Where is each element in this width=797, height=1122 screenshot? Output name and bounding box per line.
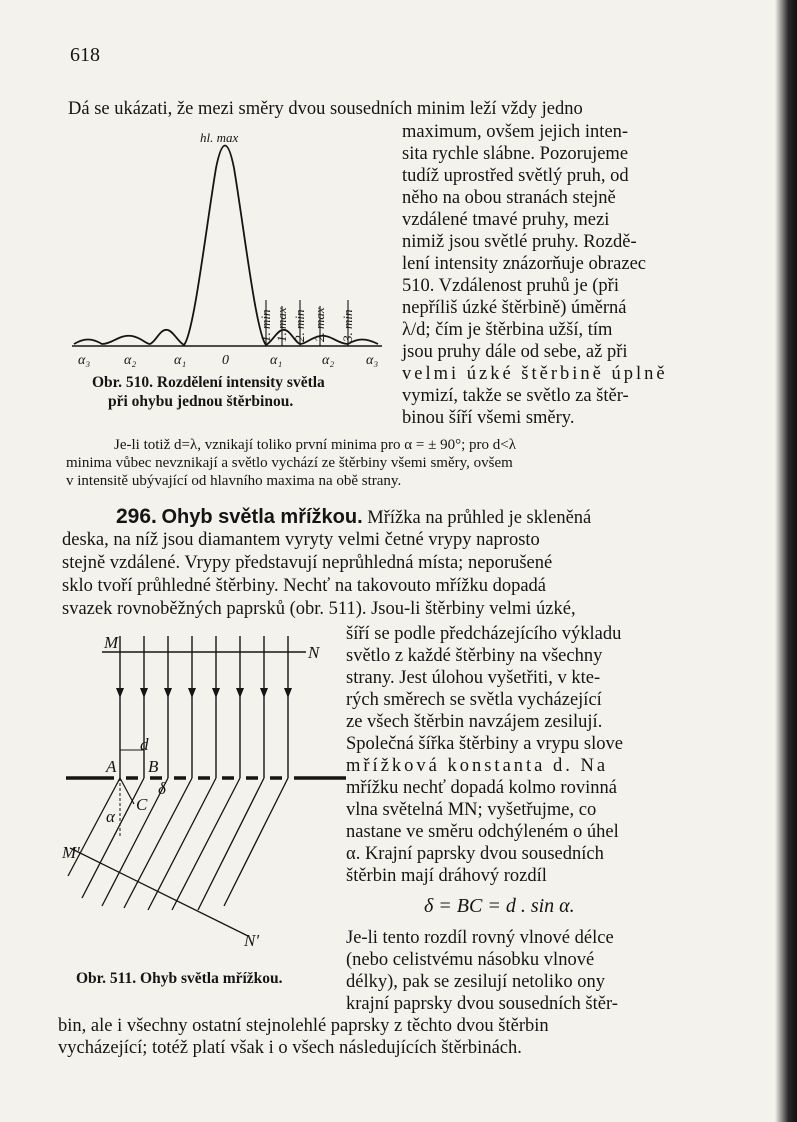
fig511-label: N': [244, 931, 259, 950]
text-line: sita rychle slábne. Pozorujeme: [402, 144, 629, 164]
segment-AC: [120, 778, 134, 804]
fig510-axis-label: α₃: [78, 353, 91, 368]
text-line: štěrbin mají dráhový rozdíl: [346, 866, 547, 886]
text-line: binou šíří všemi směry.: [402, 408, 575, 428]
text-line: Dá se ukázati, že mezi směry dvou sousedních minim leží vždy jedno: [68, 99, 583, 119]
incident-rays: [120, 636, 288, 778]
fig510-vlabel: 1. min: [258, 309, 273, 342]
small-text-line: minima vůbec nevznikají a světlo vychází ze štěrbiny všemi směry, ovšem: [66, 455, 513, 471]
fig510-axis-label: α₂: [322, 353, 335, 368]
fig510-axis-label: α₃: [366, 353, 379, 368]
fig510-axis-label: α₁: [174, 353, 187, 368]
fig510-vlabel: 2. min: [292, 309, 307, 342]
text-line: velmi úzké štěrbině úplně: [402, 364, 668, 384]
text-line: šíří se podle předcházejícího výkladu: [346, 624, 622, 644]
fig510-axis-label: α₂: [124, 353, 137, 368]
fig511-caption: Obr. 511. Ohyb světla mřížkou.: [76, 970, 283, 987]
fig511-label: A: [106, 757, 117, 776]
fig510-intensity-curve: [74, 146, 378, 346]
text-line: Společná šířka štěrbiny a vrypu slove: [346, 734, 623, 754]
text-line: maximum, ovšem jejich inten-: [402, 122, 629, 142]
fig510-label-main-max: hl. max: [200, 130, 239, 145]
text-line: jsou pruhy dále od sebe, až při: [402, 342, 628, 362]
text-line: Je-li tento rozdíl rovný vlnové délce: [346, 928, 614, 948]
fig510-vlabel: 2. max: [312, 307, 327, 342]
section-first-line: Mřížka na průhled je skleněná: [367, 508, 592, 528]
fig510-vlabel: 3. min: [340, 309, 355, 342]
text-line: mřížku nechť dopadá kolmo rovinná: [346, 778, 617, 798]
fig511-label: α: [106, 807, 115, 826]
section-number: 296.: [116, 505, 157, 528]
wavefront-MN-prime: [70, 848, 248, 936]
small-text-line: Je-li totiž d=λ, vznikají toliko první minima pro α = ± 90°; pro d<λ: [114, 437, 516, 453]
text-line: krajní paprsky dvou sousedních štěr-: [346, 994, 618, 1014]
text-line: světlo z každé štěrbiny na všechny: [346, 646, 603, 666]
text-line: 510. Vzdálenost pruhů je (při: [402, 276, 619, 296]
fig511-label: M': [62, 843, 80, 862]
ray-arrowheads: [116, 688, 292, 698]
fig510-axis-label: α₁: [270, 353, 283, 368]
text-line: svazek rovnoběžných paprsků (obr. 511). Jsou-li štěrbiny velmi úzké,: [62, 599, 576, 619]
text-line: stejně vzdálené. Vrypy představují neprůhledná místa; neporušené: [62, 553, 553, 573]
diffracted-rays: [68, 778, 288, 910]
fig511-label: δ: [158, 779, 166, 798]
text-line: deska, na níž jsou diamantem vyryty velmi četné vrypy naprosto: [62, 530, 540, 550]
fig511-label: C: [136, 795, 148, 814]
fig510-vlabel: 1. max: [274, 307, 289, 342]
text-line: nastane ve směru odchýleném o úhel: [346, 822, 619, 842]
fig511-label: M: [104, 633, 119, 652]
text-line: nepříliš úzké štěrbině) úměrná: [402, 298, 627, 318]
text-line: rých směrech se světla vycházející: [346, 690, 602, 710]
text-line: délky), pak se zesilují netoliko ony: [346, 972, 605, 992]
text-line: ze všech štěrbin navzájem zesilují.: [346, 712, 603, 732]
text-line: vzdálené tmavé pruhy, mezi: [402, 210, 610, 230]
fig511-label: B: [148, 757, 159, 776]
text-line: mřížková konstanta d. Na: [346, 756, 609, 776]
text-line: sklo tvoří průhledné štěrbiny. Nechť na takovouto mřížku dopadá: [62, 576, 546, 596]
fig510-caption-line2: při ohybu jednou štěrbinou.: [108, 393, 294, 410]
page-edge-shadow: [775, 0, 797, 1122]
text-line: vycházející; totéž platí však i o všech následujících štěrbinách.: [58, 1038, 522, 1058]
figure-511: [62, 626, 352, 966]
text-line: něho na obou stranách stejně: [402, 188, 616, 208]
section-heading: [116, 506, 591, 529]
text-line: α. Krajní paprsky dvou sousedních: [346, 844, 604, 864]
text-line: (nebo celistvému násobku vlnové: [346, 950, 595, 970]
formula: δ = BC = d . sin α.: [424, 895, 575, 917]
fig511-label: d: [140, 735, 149, 754]
text-line: nimiž jsou světlé pruhy. Rozdě-: [402, 232, 637, 252]
text-line: λ/d; čím je štěrbina užší, tím: [402, 320, 613, 340]
text-line: lení intensity znázorňuje obrazec: [402, 254, 646, 274]
text-line: vymizí, takže se světlo za štěr-: [402, 386, 629, 406]
page-number: 618: [70, 44, 100, 66]
fig510-caption-line1: Obr. 510. Rozdělení intensity světla: [92, 374, 325, 391]
fig511-label: N: [308, 643, 320, 662]
fig510-axis-label: 0: [222, 353, 229, 368]
small-text-line: v intensitě ubývající od hlavního maxima na obě strany.: [66, 473, 402, 489]
text-line: bin, ale i všechny ostatní stejnolehlé paprsky z těchto dvou štěrbin: [58, 1016, 549, 1036]
text-line: vlna světelná MN; vyšetřujme, co: [346, 800, 597, 820]
text-line: tudíž uprostřed světlý pruh, od: [402, 166, 629, 186]
section-title: Ohyb světla mřížkou.: [161, 506, 363, 528]
text-line: strany. Jest úlohou vyšetřiti, v kte-: [346, 668, 601, 688]
